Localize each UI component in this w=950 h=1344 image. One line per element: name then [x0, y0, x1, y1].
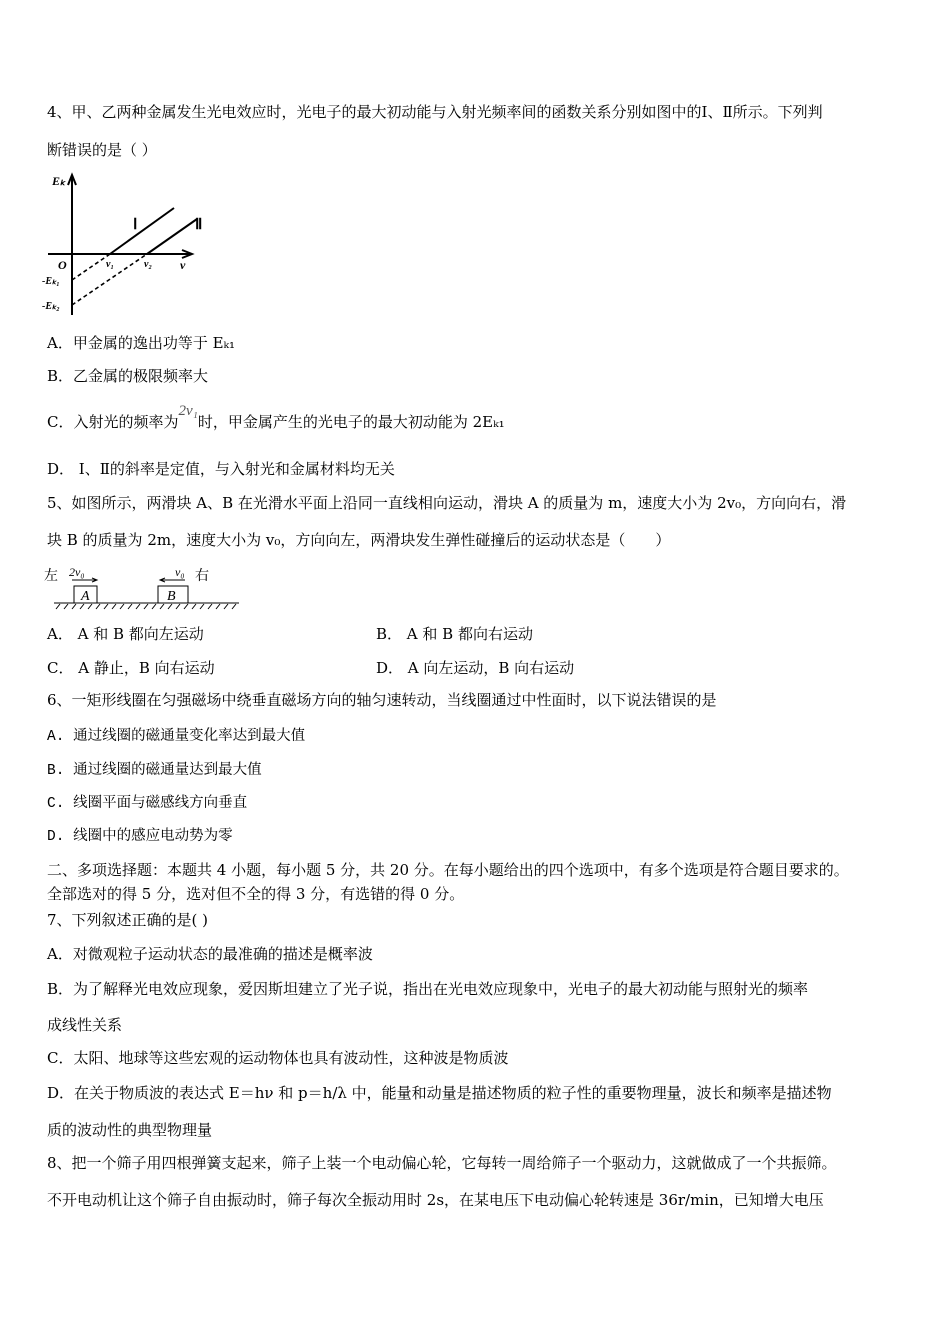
q4-stem-line1: 4、甲、乙两种金属发生光电效应时，光电子的最大初动能与入射光频率间的函数关系分别如图中的Ⅰ、Ⅱ所示。下列判 — [47, 103, 823, 121]
q5-option-a: A． A 和 B 都向左运动 — [47, 625, 204, 643]
q4-stem-line2: 断错误的是（ ） — [47, 141, 157, 159]
q8-stem-line1: 8、把一个筛子用四根弹簧支起来，筛子上装一个电动偏心轮，它每转一周给筛子一个驱动力，这就做成了一个共振筛。 — [47, 1154, 837, 1172]
q4-option-c-post: 时，甲金属产生的光电子的最大初动能为 2Eₖ₁ — [197, 413, 505, 431]
section2-line1: 二、多项选择题：本题共 4 小题，每小题 5 分，共 20 分。在每小题给出的四个选项中，有多个选项是符合题目要求的。 — [47, 861, 849, 879]
graph-nu2: ν₂ — [144, 259, 152, 270]
q7-option-d-line1: D．在关于物质波的表达式 E＝hν 和 p＝h/λ 中，能量和动量是描述物质的粒子性的重要物理量，波长和频率是描述物 — [47, 1084, 832, 1102]
q7-option-c: C．太阳、地球等这些宏观的运动物体也具有波动性，这种波是物质波 — [47, 1049, 509, 1067]
graph-x-label: ν — [180, 258, 186, 272]
q4-option-d: D． Ⅰ、Ⅱ的斜率是定值，与入射光和金属材料均无关 — [47, 460, 395, 478]
q6-stem: 6、一矩形线圈在匀强磁场中绕垂直磁场方向的轴匀速转动，当线圈通过中性面时，以下说法错误的是 — [47, 691, 717, 709]
q6-option-d: D. 线圈中的感应电动势为零 — [47, 829, 233, 845]
q4-option-c — [47, 403, 505, 433]
q5-option-d: D． A 向左运动，B 向右运动 — [376, 659, 575, 677]
q7-option-b-line1: B．为了解释光电效应现象，爱因斯坦建立了光子说，指出在光电效应现象中，光电子的最大初动能与照射光的频率 — [47, 980, 809, 998]
q8-stem-line2: 不开电动机让这个筛子自由振动时，筛子每次全振动用时 2s，在某电压下电动偏心轮转速是 36r/min，已知增大电压 — [47, 1191, 824, 1209]
q5-stem-line1: 5、如图所示，两滑块 A、B 在光滑水平面上沿同一直线相向运动，滑块 A 的质量为 m，速度大小为 2v₀，方向向右，滑 — [47, 494, 847, 512]
q6-option-b: B. 通过线圈的磁通量达到最大值 — [47, 763, 262, 779]
q4-option-c-math: 2ν₁ — [178, 403, 198, 419]
graph-line-2-label: Ⅱ — [195, 217, 203, 233]
fig-left-label: 左 — [44, 569, 58, 584]
graph-nu1: ν₁ — [106, 259, 114, 270]
q4-option-c-pre: C．入射光的频率为 — [47, 413, 179, 431]
graph-origin: O — [58, 258, 67, 272]
fig-velocity-b: v₀ — [175, 565, 185, 579]
q5-option-b: B． A 和 B 都向右运动 — [376, 625, 533, 643]
graph-ek2: -Eₖ₂ — [42, 301, 60, 312]
graph-line-1-label: Ⅰ — [133, 217, 138, 233]
q7-option-d-line2: 质的波动性的典型物理量 — [47, 1121, 213, 1139]
graph-y-label: Eₖ — [52, 174, 66, 188]
fig-velocity-a: 2v₀ — [69, 565, 85, 579]
q5-stem-line2: 块 B 的质量为 2m，速度大小为 v₀，方向向左，两滑块发生弹性碰撞后的运动状态是（ ） — [47, 531, 671, 549]
fig-block-a: A — [81, 589, 90, 604]
q6-option-c: C. 线圈平面与磁感线方向垂直 — [47, 796, 248, 812]
q5-option-c: C． A 静止，B 向右运动 — [47, 659, 215, 677]
q4-graph — [40, 165, 240, 315]
q7-option-a: A．对微观粒子运动状态的最准确的描述是概率波 — [47, 945, 373, 963]
q7-option-b-line2: 成线性关系 — [47, 1016, 123, 1034]
fig-block-b: B — [167, 589, 176, 604]
q4-option-a: A．甲金属的逸出功等于 Eₖ₁ — [47, 334, 236, 352]
fig-right-label: 右 — [195, 569, 209, 584]
section2-line2: 全部选对的得 5 分，选对但不全的得 3 分，有选错的得 0 分。 — [47, 885, 465, 903]
graph-ek1: -Eₖ₁ — [42, 276, 60, 287]
q7-stem: 7、下列叙述正确的是( ) — [47, 911, 209, 929]
q5-figure — [44, 562, 244, 614]
q4-option-b: B．乙金属的极限频率大 — [47, 367, 209, 385]
q6-option-a: A. 通过线圈的磁通量变化率达到最大值 — [47, 729, 306, 745]
